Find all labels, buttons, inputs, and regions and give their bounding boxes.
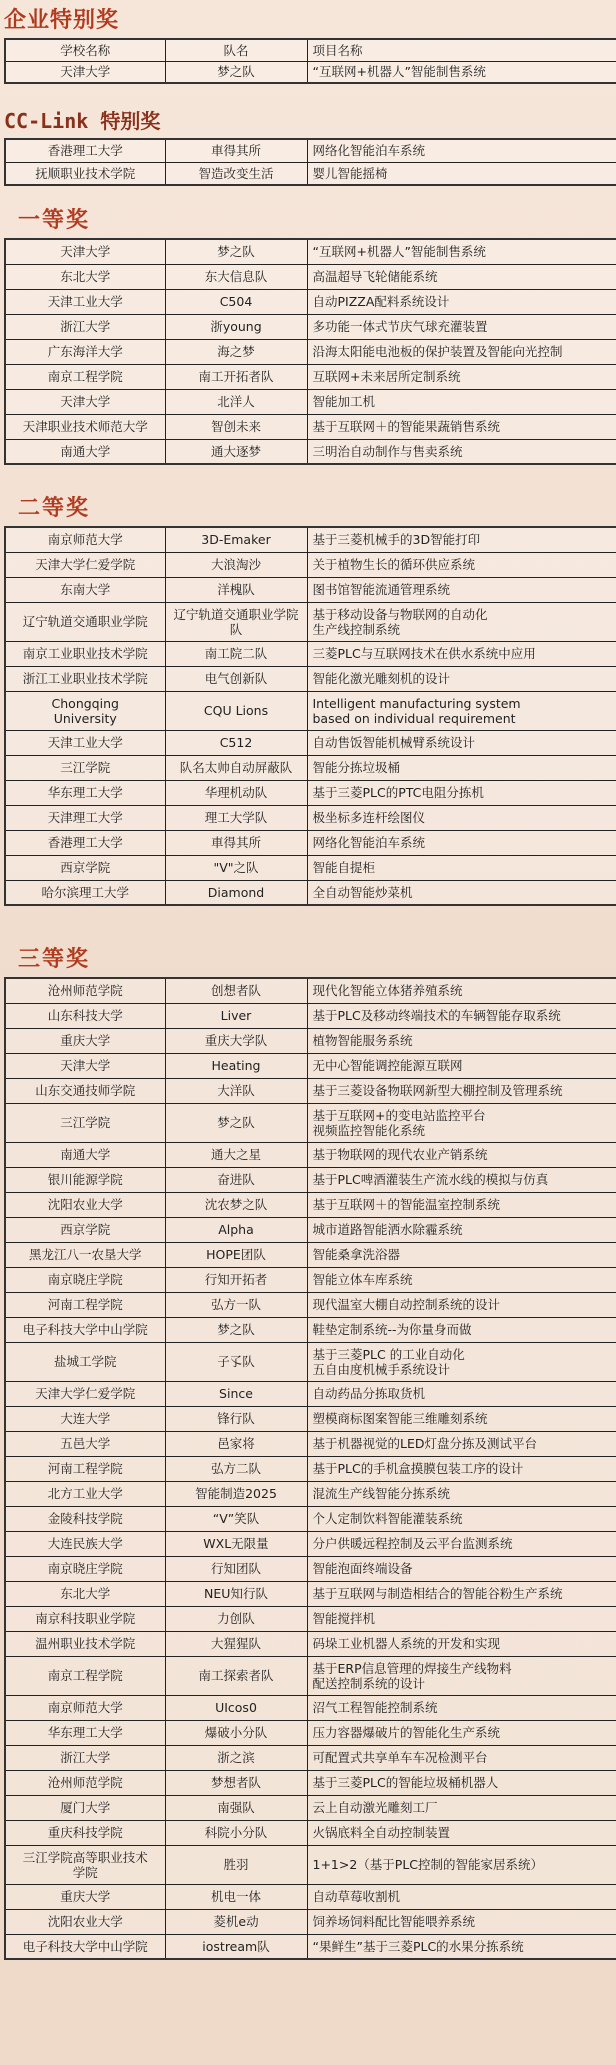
table-row bbox=[5, 1053, 616, 1078]
team-cell: 梦之队 bbox=[165, 239, 307, 264]
award-table bbox=[4, 138, 616, 186]
school-cell: 大连大学 bbox=[5, 1406, 165, 1431]
project-cell: 基于三菱PLC的智能垃圾桶机器人 bbox=[307, 1770, 616, 1795]
project-cell: 智能泡面终端设备 bbox=[307, 1556, 616, 1581]
team-cell: iostream队 bbox=[165, 1934, 307, 1959]
table-row bbox=[5, 577, 616, 602]
school-cell: 五邑大学 bbox=[5, 1431, 165, 1456]
project-cell: 自动售饭智能机械臂系统设计 bbox=[307, 730, 616, 755]
school-cell: 沈阳农业大学 bbox=[5, 1192, 165, 1217]
project-cell: 基于三菱PLC的PTC电阻分拣机 bbox=[307, 780, 616, 805]
table-row bbox=[5, 289, 616, 314]
school-cell: 河南工程学院 bbox=[5, 1456, 165, 1481]
team-cell: 沈农梦之队 bbox=[165, 1192, 307, 1217]
table-row bbox=[5, 414, 616, 439]
school-cell: 天津大学 bbox=[5, 61, 165, 83]
school-cell: 黑龙江八一农垦大学 bbox=[5, 1242, 165, 1267]
table-row bbox=[5, 1820, 616, 1845]
table-row bbox=[5, 1142, 616, 1167]
school-cell: 南京工程学院 bbox=[5, 1656, 165, 1695]
team-cell: 智创未来 bbox=[165, 414, 307, 439]
team-cell: 3D-Emaker bbox=[165, 527, 307, 552]
project-cell: 基于互联网+的变电站监控平台 视频监控智能化系统 bbox=[307, 1103, 616, 1142]
team-cell: 浙young bbox=[165, 314, 307, 339]
school-cell: 沧州师范学院 bbox=[5, 1770, 165, 1795]
project-cell: 个人定制饮料智能灌装系统 bbox=[307, 1506, 616, 1531]
school-cell: 重庆大学 bbox=[5, 1028, 165, 1053]
team-cell: Heating bbox=[165, 1053, 307, 1078]
table-row bbox=[5, 1292, 616, 1317]
table-row bbox=[5, 691, 616, 730]
project-cell: 沼气工程智能控制系统 bbox=[307, 1695, 616, 1720]
team-cell: 梦之队 bbox=[165, 1103, 307, 1142]
team-cell: 大浪淘沙 bbox=[165, 552, 307, 577]
team-cell: 爆破小分队 bbox=[165, 1720, 307, 1745]
table-row bbox=[5, 1217, 616, 1242]
table-row bbox=[5, 1003, 616, 1028]
project-cell: 互联网+未来居所定制系统 bbox=[307, 364, 616, 389]
table-row bbox=[5, 1167, 616, 1192]
school-cell: 金陵科技学院 bbox=[5, 1506, 165, 1531]
table-row bbox=[5, 641, 616, 666]
table-row bbox=[5, 1795, 616, 1820]
school-cell: 山东交通技师学院 bbox=[5, 1078, 165, 1103]
project-cell: 智能化激光雕刻机的设计 bbox=[307, 666, 616, 691]
table-row bbox=[5, 978, 616, 1003]
section-third bbox=[4, 943, 616, 1960]
team-cell: 弘方一队 bbox=[165, 1292, 307, 1317]
section-title: 一等奖 bbox=[18, 208, 91, 233]
team-cell: 智能制造2025 bbox=[165, 1481, 307, 1506]
school-cell: 东北大学 bbox=[5, 264, 165, 289]
school-cell: 辽宁轨道交通职业学院 bbox=[5, 602, 165, 641]
school-cell: 香港理工大学 bbox=[5, 830, 165, 855]
team-cell: 重庆大学队 bbox=[165, 1028, 307, 1053]
project-cell: 基于三菱PLC 的工业自动化 五自由度机械手系统设计 bbox=[307, 1342, 616, 1381]
project-cell: 智能自提柜 bbox=[307, 855, 616, 880]
table-row bbox=[5, 880, 616, 905]
table-row bbox=[5, 855, 616, 880]
school-cell: 盐城工学院 bbox=[5, 1342, 165, 1381]
team-cell: Since bbox=[165, 1381, 307, 1406]
project-cell: 基于物联网的现代农业产销系统 bbox=[307, 1142, 616, 1167]
project-cell: 现代化智能立体猪养殖系统 bbox=[307, 978, 616, 1003]
project-cell: 压力容器爆破片的智能化生产系统 bbox=[307, 1720, 616, 1745]
school-cell: 银川能源学院 bbox=[5, 1167, 165, 1192]
project-cell: 图书馆智能流通管理系统 bbox=[307, 577, 616, 602]
team-cell: 奋进队 bbox=[165, 1167, 307, 1192]
project-cell: Intelligent manufacturing system based on individual requirement bbox=[307, 691, 616, 730]
award-table bbox=[4, 977, 616, 1960]
column-header: 学校名称 bbox=[5, 39, 165, 61]
table-row bbox=[5, 1103, 616, 1142]
project-cell: 云上自动激光雕刻工厂 bbox=[307, 1795, 616, 1820]
team-cell: NEU知行队 bbox=[165, 1581, 307, 1606]
project-cell: 1+1>2（基于PLC控制的智能家居系统） bbox=[307, 1845, 616, 1884]
column-header: 项目名称 bbox=[307, 39, 616, 61]
team-cell: 梦之队 bbox=[165, 61, 307, 83]
school-cell: 大连民族大学 bbox=[5, 1531, 165, 1556]
team-cell: 南工院二队 bbox=[165, 641, 307, 666]
school-cell: 西京学院 bbox=[5, 1217, 165, 1242]
table-row bbox=[5, 1192, 616, 1217]
school-cell: 东南大学 bbox=[5, 577, 165, 602]
team-cell: 辽宁轨道交通职业学院队 bbox=[165, 602, 307, 641]
table-row bbox=[5, 61, 616, 83]
table-row bbox=[5, 1342, 616, 1381]
team-cell: HOPE团队 bbox=[165, 1242, 307, 1267]
school-cell: 电子科技大学中山学院 bbox=[5, 1934, 165, 1959]
school-cell: 天津工业大学 bbox=[5, 730, 165, 755]
table-row bbox=[5, 439, 616, 464]
table-row bbox=[5, 1481, 616, 1506]
school-cell: 广东海洋大学 bbox=[5, 339, 165, 364]
project-cell: 饲养场饲料配比智能喂养系统 bbox=[307, 1909, 616, 1934]
school-cell: 抚顺职业技术学院 bbox=[5, 162, 165, 185]
school-cell: 天津大学仁爱学院 bbox=[5, 552, 165, 577]
team-cell: 大洋队 bbox=[165, 1078, 307, 1103]
team-cell: Liver bbox=[165, 1003, 307, 1028]
team-cell: 华理机动队 bbox=[165, 780, 307, 805]
school-cell: Chongqing University bbox=[5, 691, 165, 730]
school-cell: 东北大学 bbox=[5, 1581, 165, 1606]
team-cell: CQU Lions bbox=[165, 691, 307, 730]
table-row bbox=[5, 1845, 616, 1884]
school-cell: 南通大学 bbox=[5, 439, 165, 464]
team-cell: 北洋人 bbox=[165, 389, 307, 414]
school-cell: 厦门大学 bbox=[5, 1795, 165, 1820]
table-row bbox=[5, 1770, 616, 1795]
table-row bbox=[5, 602, 616, 641]
team-cell: 邑家将 bbox=[165, 1431, 307, 1456]
school-cell: 三江学院高等职业技术 学院 bbox=[5, 1845, 165, 1884]
table-row bbox=[5, 1606, 616, 1631]
team-cell: 梦想者队 bbox=[165, 1770, 307, 1795]
project-cell: “互联网+机器人”智能制售系统 bbox=[307, 61, 616, 83]
table-row bbox=[5, 830, 616, 855]
table-row bbox=[5, 364, 616, 389]
project-cell: 分户供暖远程控制及云平台监测系统 bbox=[307, 1531, 616, 1556]
section-title: 三等奖 bbox=[18, 947, 91, 972]
project-cell: 基于三菱机械手的3D智能打印 bbox=[307, 527, 616, 552]
table-row bbox=[5, 666, 616, 691]
table-row bbox=[5, 314, 616, 339]
team-cell: 电气创新队 bbox=[165, 666, 307, 691]
team-cell: 海之梦 bbox=[165, 339, 307, 364]
team-cell: 科院小分队 bbox=[165, 1820, 307, 1845]
table-row bbox=[5, 1631, 616, 1656]
school-cell: 三江学院 bbox=[5, 755, 165, 780]
school-cell: 华东理工大学 bbox=[5, 780, 165, 805]
team-cell: 智造改变生活 bbox=[165, 162, 307, 185]
team-cell: 行知团队 bbox=[165, 1556, 307, 1581]
team-cell: 东大信息队 bbox=[165, 264, 307, 289]
table-row bbox=[5, 1078, 616, 1103]
school-cell: 西京学院 bbox=[5, 855, 165, 880]
project-cell: 高温超导飞轮储能系统 bbox=[307, 264, 616, 289]
school-cell: 南京工业职业技术学院 bbox=[5, 641, 165, 666]
team-cell: 菱机e动 bbox=[165, 1909, 307, 1934]
project-cell: 智能分拣垃圾桶 bbox=[307, 755, 616, 780]
team-cell: 南工探索者队 bbox=[165, 1656, 307, 1695]
table-row bbox=[5, 1695, 616, 1720]
award-table bbox=[4, 238, 616, 465]
team-cell: 洋槐队 bbox=[165, 577, 307, 602]
project-cell: 智能搅拌机 bbox=[307, 1606, 616, 1631]
school-cell: 河南工程学院 bbox=[5, 1292, 165, 1317]
project-cell: “果鲜生”基于三菱PLC的水果分拣系统 bbox=[307, 1934, 616, 1959]
section-title: 二等奖 bbox=[18, 496, 91, 521]
school-cell: 天津理工大学 bbox=[5, 805, 165, 830]
table-row bbox=[5, 1381, 616, 1406]
team-cell: UIcos0 bbox=[165, 1695, 307, 1720]
table-row bbox=[5, 1506, 616, 1531]
school-cell: 南京科技职业学院 bbox=[5, 1606, 165, 1631]
team-cell: Alpha bbox=[165, 1217, 307, 1242]
project-cell: 基于三菱设备物联网新型大棚控制及管理系统 bbox=[307, 1078, 616, 1103]
team-cell: 创想者队 bbox=[165, 978, 307, 1003]
project-cell: 关于植物生长的循环供应系统 bbox=[307, 552, 616, 577]
table-row bbox=[5, 1531, 616, 1556]
team-cell: 行知开拓者 bbox=[165, 1267, 307, 1292]
table-row bbox=[5, 1406, 616, 1431]
team-cell: 南工开拓者队 bbox=[165, 364, 307, 389]
project-cell: 混流生产线智能分拣系统 bbox=[307, 1481, 616, 1506]
school-cell: 北方工业大学 bbox=[5, 1481, 165, 1506]
school-cell: 浙江大学 bbox=[5, 1745, 165, 1770]
project-cell: 基于互联网与制造相结合的智能谷粉生产系统 bbox=[307, 1581, 616, 1606]
team-cell: C512 bbox=[165, 730, 307, 755]
table-row bbox=[5, 730, 616, 755]
team-cell: 机电一体 bbox=[165, 1884, 307, 1909]
project-cell: 码垛工业机器人系统的开发和实现 bbox=[307, 1631, 616, 1656]
school-cell: 天津大学仁爱学院 bbox=[5, 1381, 165, 1406]
table-row bbox=[5, 389, 616, 414]
table-row bbox=[5, 1456, 616, 1481]
school-cell: 沈阳农业大学 bbox=[5, 1909, 165, 1934]
team-cell: C504 bbox=[165, 289, 307, 314]
school-cell: 浙江大学 bbox=[5, 314, 165, 339]
project-cell: 自动药品分拣取货机 bbox=[307, 1381, 616, 1406]
team-cell: 理工大学队 bbox=[165, 805, 307, 830]
team-cell: 浙之滨 bbox=[165, 1745, 307, 1770]
team-cell: 梦之队 bbox=[165, 1317, 307, 1342]
project-cell: 多功能一体式节庆气球充灌装置 bbox=[307, 314, 616, 339]
table-row bbox=[5, 1028, 616, 1053]
table-row bbox=[5, 1720, 616, 1745]
project-cell: 无中心智能调控能源互联网 bbox=[307, 1053, 616, 1078]
section-title: 企业特别奖 bbox=[4, 8, 120, 33]
project-cell: 现代温室大棚自动控制系统的设计 bbox=[307, 1292, 616, 1317]
table-row bbox=[5, 1317, 616, 1342]
school-cell: 香港理工大学 bbox=[5, 139, 165, 162]
table-row bbox=[5, 1884, 616, 1909]
school-cell: 天津大学 bbox=[5, 1053, 165, 1078]
section-cclink bbox=[4, 104, 616, 186]
school-cell: 重庆科技学院 bbox=[5, 1820, 165, 1845]
team-cell: 通大之星 bbox=[165, 1142, 307, 1167]
school-cell: 南通大学 bbox=[5, 1142, 165, 1167]
project-cell: “互联网+机器人”智能制售系统 bbox=[307, 239, 616, 264]
column-header: 队名 bbox=[165, 39, 307, 61]
school-cell: 重庆大学 bbox=[5, 1884, 165, 1909]
table-row bbox=[5, 264, 616, 289]
team-cell: 大猩猩队 bbox=[165, 1631, 307, 1656]
section-title: CC-Link 特别奖 bbox=[4, 109, 161, 133]
project-cell: 基于ERP信息管理的焊接生产线物料 配送控制系统的设计 bbox=[307, 1656, 616, 1695]
section-first bbox=[4, 204, 616, 465]
team-cell: 通大逐梦 bbox=[165, 439, 307, 464]
school-cell: 山东科技大学 bbox=[5, 1003, 165, 1028]
project-cell: 基于互联网＋的智能果蔬销售系统 bbox=[307, 414, 616, 439]
school-cell: 南京晓庄学院 bbox=[5, 1556, 165, 1581]
project-cell: 三菱PLC与互联网技术在供水系统中应用 bbox=[307, 641, 616, 666]
section-second bbox=[4, 492, 616, 906]
table-row bbox=[5, 139, 616, 162]
section-corporate bbox=[4, 4, 616, 84]
school-cell: 南京工程学院 bbox=[5, 364, 165, 389]
table-row bbox=[5, 339, 616, 364]
table-row bbox=[5, 527, 616, 552]
project-cell: 植物智能服务系统 bbox=[307, 1028, 616, 1053]
project-cell: 自动PIZZA配料系统设计 bbox=[307, 289, 616, 314]
team-cell: "V"之队 bbox=[165, 855, 307, 880]
team-cell: 南强队 bbox=[165, 1795, 307, 1820]
project-cell: 网络化智能泊车系统 bbox=[307, 139, 616, 162]
school-cell: 华东理工大学 bbox=[5, 1720, 165, 1745]
table-row bbox=[5, 1556, 616, 1581]
table-row bbox=[5, 805, 616, 830]
team-cell: 子孓队 bbox=[165, 1342, 307, 1381]
table-row bbox=[5, 1656, 616, 1695]
project-cell: 塑模商标图案智能三维雕刻系统 bbox=[307, 1406, 616, 1431]
project-cell: 智能加工机 bbox=[307, 389, 616, 414]
project-cell: 火锅底料全自动控制装置 bbox=[307, 1820, 616, 1845]
project-cell: 基于互联网＋的智能温室控制系统 bbox=[307, 1192, 616, 1217]
table-row bbox=[5, 162, 616, 185]
team-cell: WXL无限量 bbox=[165, 1531, 307, 1556]
project-cell: 全自动智能炒菜机 bbox=[307, 880, 616, 905]
school-cell: 天津大学 bbox=[5, 389, 165, 414]
school-cell: 沧州师范学院 bbox=[5, 978, 165, 1003]
school-cell: 浙江工业职业技术学院 bbox=[5, 666, 165, 691]
team-cell: 锋行队 bbox=[165, 1406, 307, 1431]
school-cell: 三江学院 bbox=[5, 1103, 165, 1142]
school-cell: 南京晓庄学院 bbox=[5, 1267, 165, 1292]
team-cell: 車得其所 bbox=[165, 830, 307, 855]
project-cell: 基于PLC及移动终端技术的车辆智能存取系统 bbox=[307, 1003, 616, 1028]
school-cell: 南京师范大学 bbox=[5, 1695, 165, 1720]
project-cell: 基于机器视觉的LED灯盘分拣及测试平台 bbox=[307, 1431, 616, 1456]
award-table bbox=[4, 38, 616, 84]
table-row bbox=[5, 1581, 616, 1606]
school-cell: 电子科技大学中山学院 bbox=[5, 1317, 165, 1342]
team-cell: 胜羽 bbox=[165, 1845, 307, 1884]
project-cell: 婴儿智能摇椅 bbox=[307, 162, 616, 185]
project-cell: 沿海太阳能电池板的保护装置及智能向光控制 bbox=[307, 339, 616, 364]
school-cell: 南京师范大学 bbox=[5, 527, 165, 552]
table-row bbox=[5, 1431, 616, 1456]
project-cell: 基于PLC的手机盒摸膜包装工序的设计 bbox=[307, 1456, 616, 1481]
table-row bbox=[5, 1909, 616, 1934]
school-cell: 天津工业大学 bbox=[5, 289, 165, 314]
table-row bbox=[5, 1267, 616, 1292]
team-cell: 队名太帅自动屏蔽队 bbox=[165, 755, 307, 780]
table-row bbox=[5, 239, 616, 264]
table-row bbox=[5, 755, 616, 780]
award-table bbox=[4, 526, 616, 906]
school-cell: 哈尔滨理工大学 bbox=[5, 880, 165, 905]
team-cell: 力创队 bbox=[165, 1606, 307, 1631]
table-row bbox=[5, 780, 616, 805]
school-cell: 天津大学 bbox=[5, 239, 165, 264]
project-cell: 三明治自动制作与售卖系统 bbox=[307, 439, 616, 464]
school-cell: 天津职业技术师范大学 bbox=[5, 414, 165, 439]
team-cell: “V”笑队 bbox=[165, 1506, 307, 1531]
team-cell: 弘方二队 bbox=[165, 1456, 307, 1481]
team-cell: Diamond bbox=[165, 880, 307, 905]
table-header-row bbox=[5, 39, 616, 61]
table-row bbox=[5, 552, 616, 577]
team-cell: 車得其所 bbox=[165, 139, 307, 162]
project-cell: 极坐标多连杆绘图仪 bbox=[307, 805, 616, 830]
project-cell: 可配置式共享单车车况检测平台 bbox=[307, 1745, 616, 1770]
project-cell: 城市道路智能洒水除霾系统 bbox=[307, 1217, 616, 1242]
project-cell: 基于PLC啤酒灌装生产流水线的模拟与仿真 bbox=[307, 1167, 616, 1192]
project-cell: 自动草莓收割机 bbox=[307, 1884, 616, 1909]
project-cell: 基于移动设备与物联网的自动化 生产线控制系统 bbox=[307, 602, 616, 641]
project-cell: 鞋垫定制系统--为你量身而做 bbox=[307, 1317, 616, 1342]
project-cell: 网络化智能泊车系统 bbox=[307, 830, 616, 855]
table-row bbox=[5, 1242, 616, 1267]
table-row bbox=[5, 1745, 616, 1770]
school-cell: 温州职业技术学院 bbox=[5, 1631, 165, 1656]
project-cell: 智能桑拿洗浴器 bbox=[307, 1242, 616, 1267]
table-row bbox=[5, 1934, 616, 1959]
project-cell: 智能立体车库系统 bbox=[307, 1267, 616, 1292]
